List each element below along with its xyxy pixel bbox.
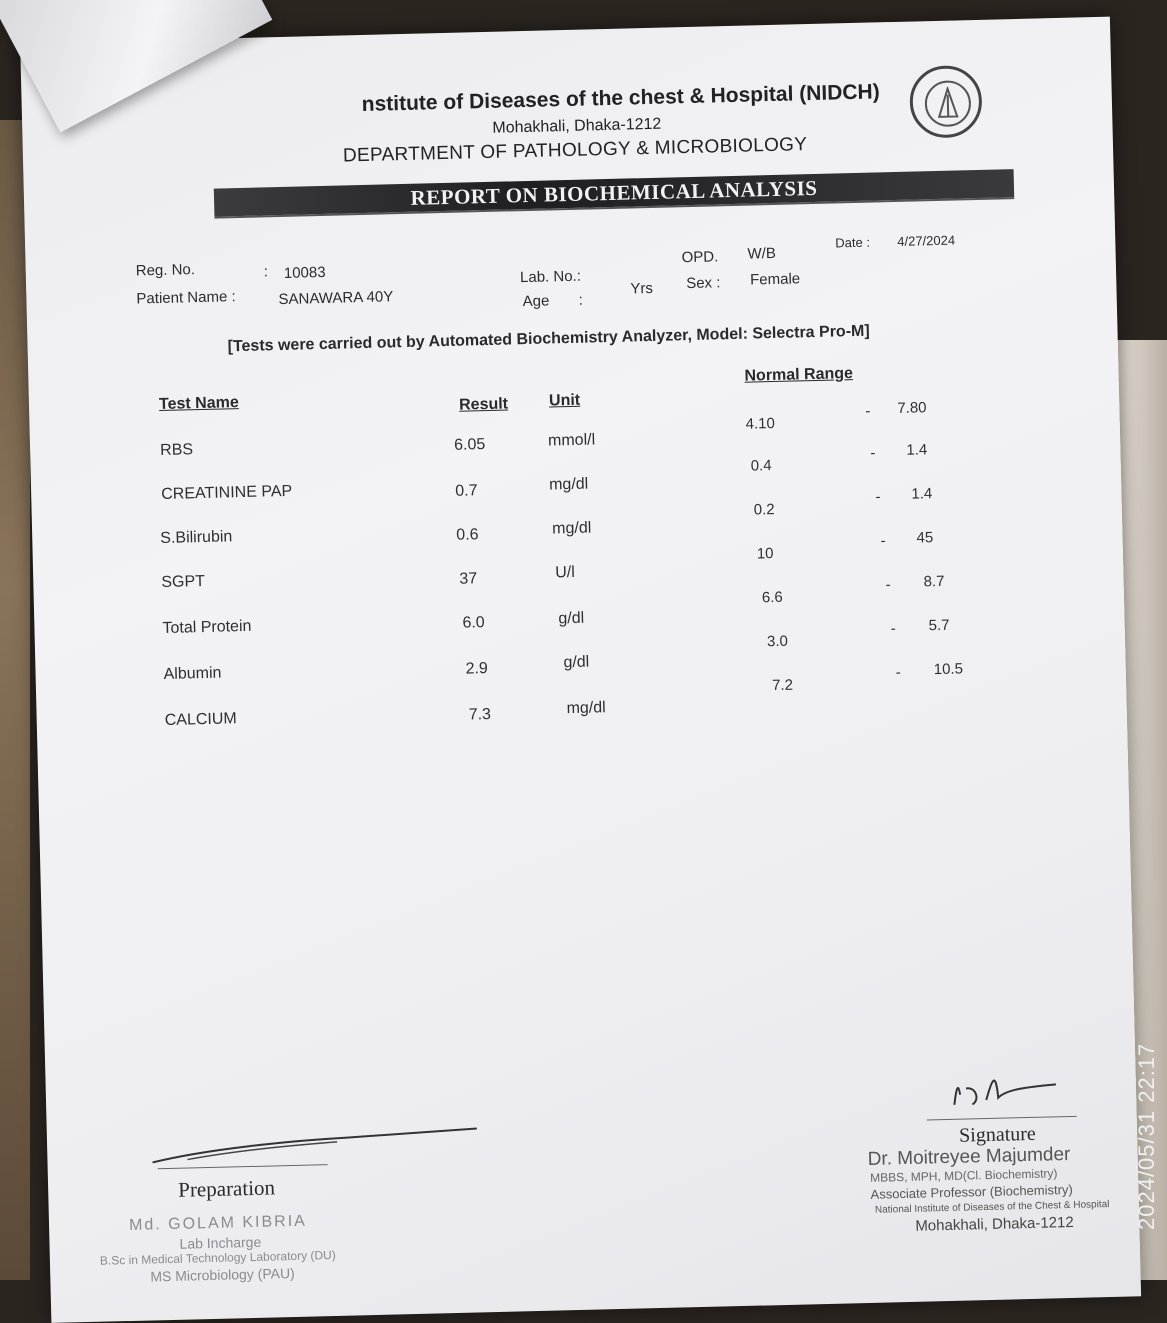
row-unit: mg/dl [566,699,606,718]
preparer-role: Lab Incharge [179,1233,262,1252]
doctor-institute: National Institute of Diseases of the Chest & Hospital [874,1199,1110,1216]
row-range-low: 4.10 [745,414,776,433]
lab-no-label: Lab. No.: [519,267,582,287]
date-label: Date : [835,234,871,251]
row-range-low: 6.6 [761,588,783,607]
opd-label: OPD. [681,248,719,267]
row-result: 37 [459,570,478,588]
reg-no-label: Reg. No. [135,261,196,280]
row-range-high: 5.7 [928,616,950,635]
preparer-signature-scribble [147,1122,488,1170]
age-label: Age [522,292,550,311]
sex-value: Female [749,270,801,289]
row-range-low: 0.4 [750,457,772,475]
reg-no-separator: : [263,263,269,281]
row-range-dash: - [875,488,881,506]
signature-line [927,1116,1077,1121]
row-test-name: S.Bilirubin [160,528,233,548]
patient-name-label: Patient Name : [136,288,236,308]
row-result: 2.9 [465,660,489,678]
row-range-high: 8.7 [923,572,945,591]
row-range-low: 3.0 [766,632,789,651]
preparer-degree: B.Sc in Medical Technology Laboratory (DU) [99,1247,336,1268]
row-range-low: 0.2 [753,501,775,519]
row-unit: mg/dl [551,519,592,538]
row-range-dash: - [890,620,896,638]
row-test-name: CREATININE PAP [161,482,293,504]
row-range-dash: - [865,402,871,420]
preparer-name: Md. GOLAM KIBRIA [128,1212,308,1235]
row-test-name: SGPT [161,572,206,592]
row-range-high: 1.4 [911,485,933,503]
doctor-title: Associate Professor (Biochemistry) [870,1181,1073,1202]
col-header-unit: Unit [548,391,581,410]
col-header-normal-range: Normal Range [744,365,854,385]
doctor-degree: MBBS, MPH, MD(Cl. Biochemistry) [869,1166,1058,1185]
age-unit: Yrs [630,279,654,298]
col-header-test-name: Test Name [158,394,239,414]
row-result: 6.05 [453,436,486,454]
analyzer-note: [Tests were carried out by Automated Biochemistry Analyzer, Model: Selectra Pro-M] [227,322,870,356]
report-title-banner [214,169,1014,219]
reg-no-value: 10083 [283,263,326,282]
department-name: DEPARTMENT OF PATHOLOGY & MICROBIOLOGY [342,134,808,167]
row-unit: mmol/l [547,431,596,450]
row-unit: U/l [555,563,576,582]
row-range-low: 10 [756,545,774,563]
opd-value: W/B [747,244,777,263]
doctor-name: Dr. Moitreyee Majumder [867,1143,1071,1170]
row-range-dash: - [880,532,886,550]
preparation-label: Preparation [177,1175,276,1202]
signature-label: Signature [958,1122,1037,1147]
row-result: 7.3 [468,706,492,724]
row-range-high: 7.80 [897,399,927,417]
hospital-seal-logo [909,65,983,139]
row-range-dash: - [885,576,891,594]
row-result: 0.7 [455,482,478,500]
photo-timestamp: 2024/05/31 22:17 [1134,1042,1159,1230]
institute-address: Mohakhali, Dhaka-1212 [492,115,662,137]
row-unit: g/dl [563,653,590,672]
row-unit: g/dl [558,609,585,628]
doctor-address: Mohakhali, Dhaka-1212 [915,1213,1074,1235]
row-test-name: CALCIUM [164,710,237,729]
report-title: REPORT ON BIOCHEMICAL ANALYSIS [410,175,818,210]
row-range-dash: - [870,444,876,462]
patient-name-value: SANAWARA 40Y [278,288,394,309]
row-result: 6.0 [462,614,485,632]
row-test-name: Albumin [163,664,222,683]
row-result: 0.6 [456,526,479,544]
row-range-dash: - [895,663,902,682]
preparer-degree-2: MS Microbiology (PAU) [150,1264,295,1285]
report-paper [20,17,1141,1323]
row-range-low: 7.2 [771,676,794,695]
col-header-result: Result [458,395,509,414]
sex-label: Sex : [686,274,721,293]
institute-name: nstitute of Diseases of the chest & Hospital (NIDCH) [361,80,880,116]
date-value: 4/27/2024 [897,232,956,249]
doctor-signature-scribble [945,1058,1066,1111]
row-test-name: Total Protein [162,617,252,638]
age-separator: : [578,291,583,309]
row-range-high: 45 [916,529,934,547]
row-range-high: 10.5 [933,660,964,679]
row-range-high: 1.4 [906,441,928,459]
row-unit: mg/dl [548,475,589,494]
row-test-name: RBS [159,441,194,460]
